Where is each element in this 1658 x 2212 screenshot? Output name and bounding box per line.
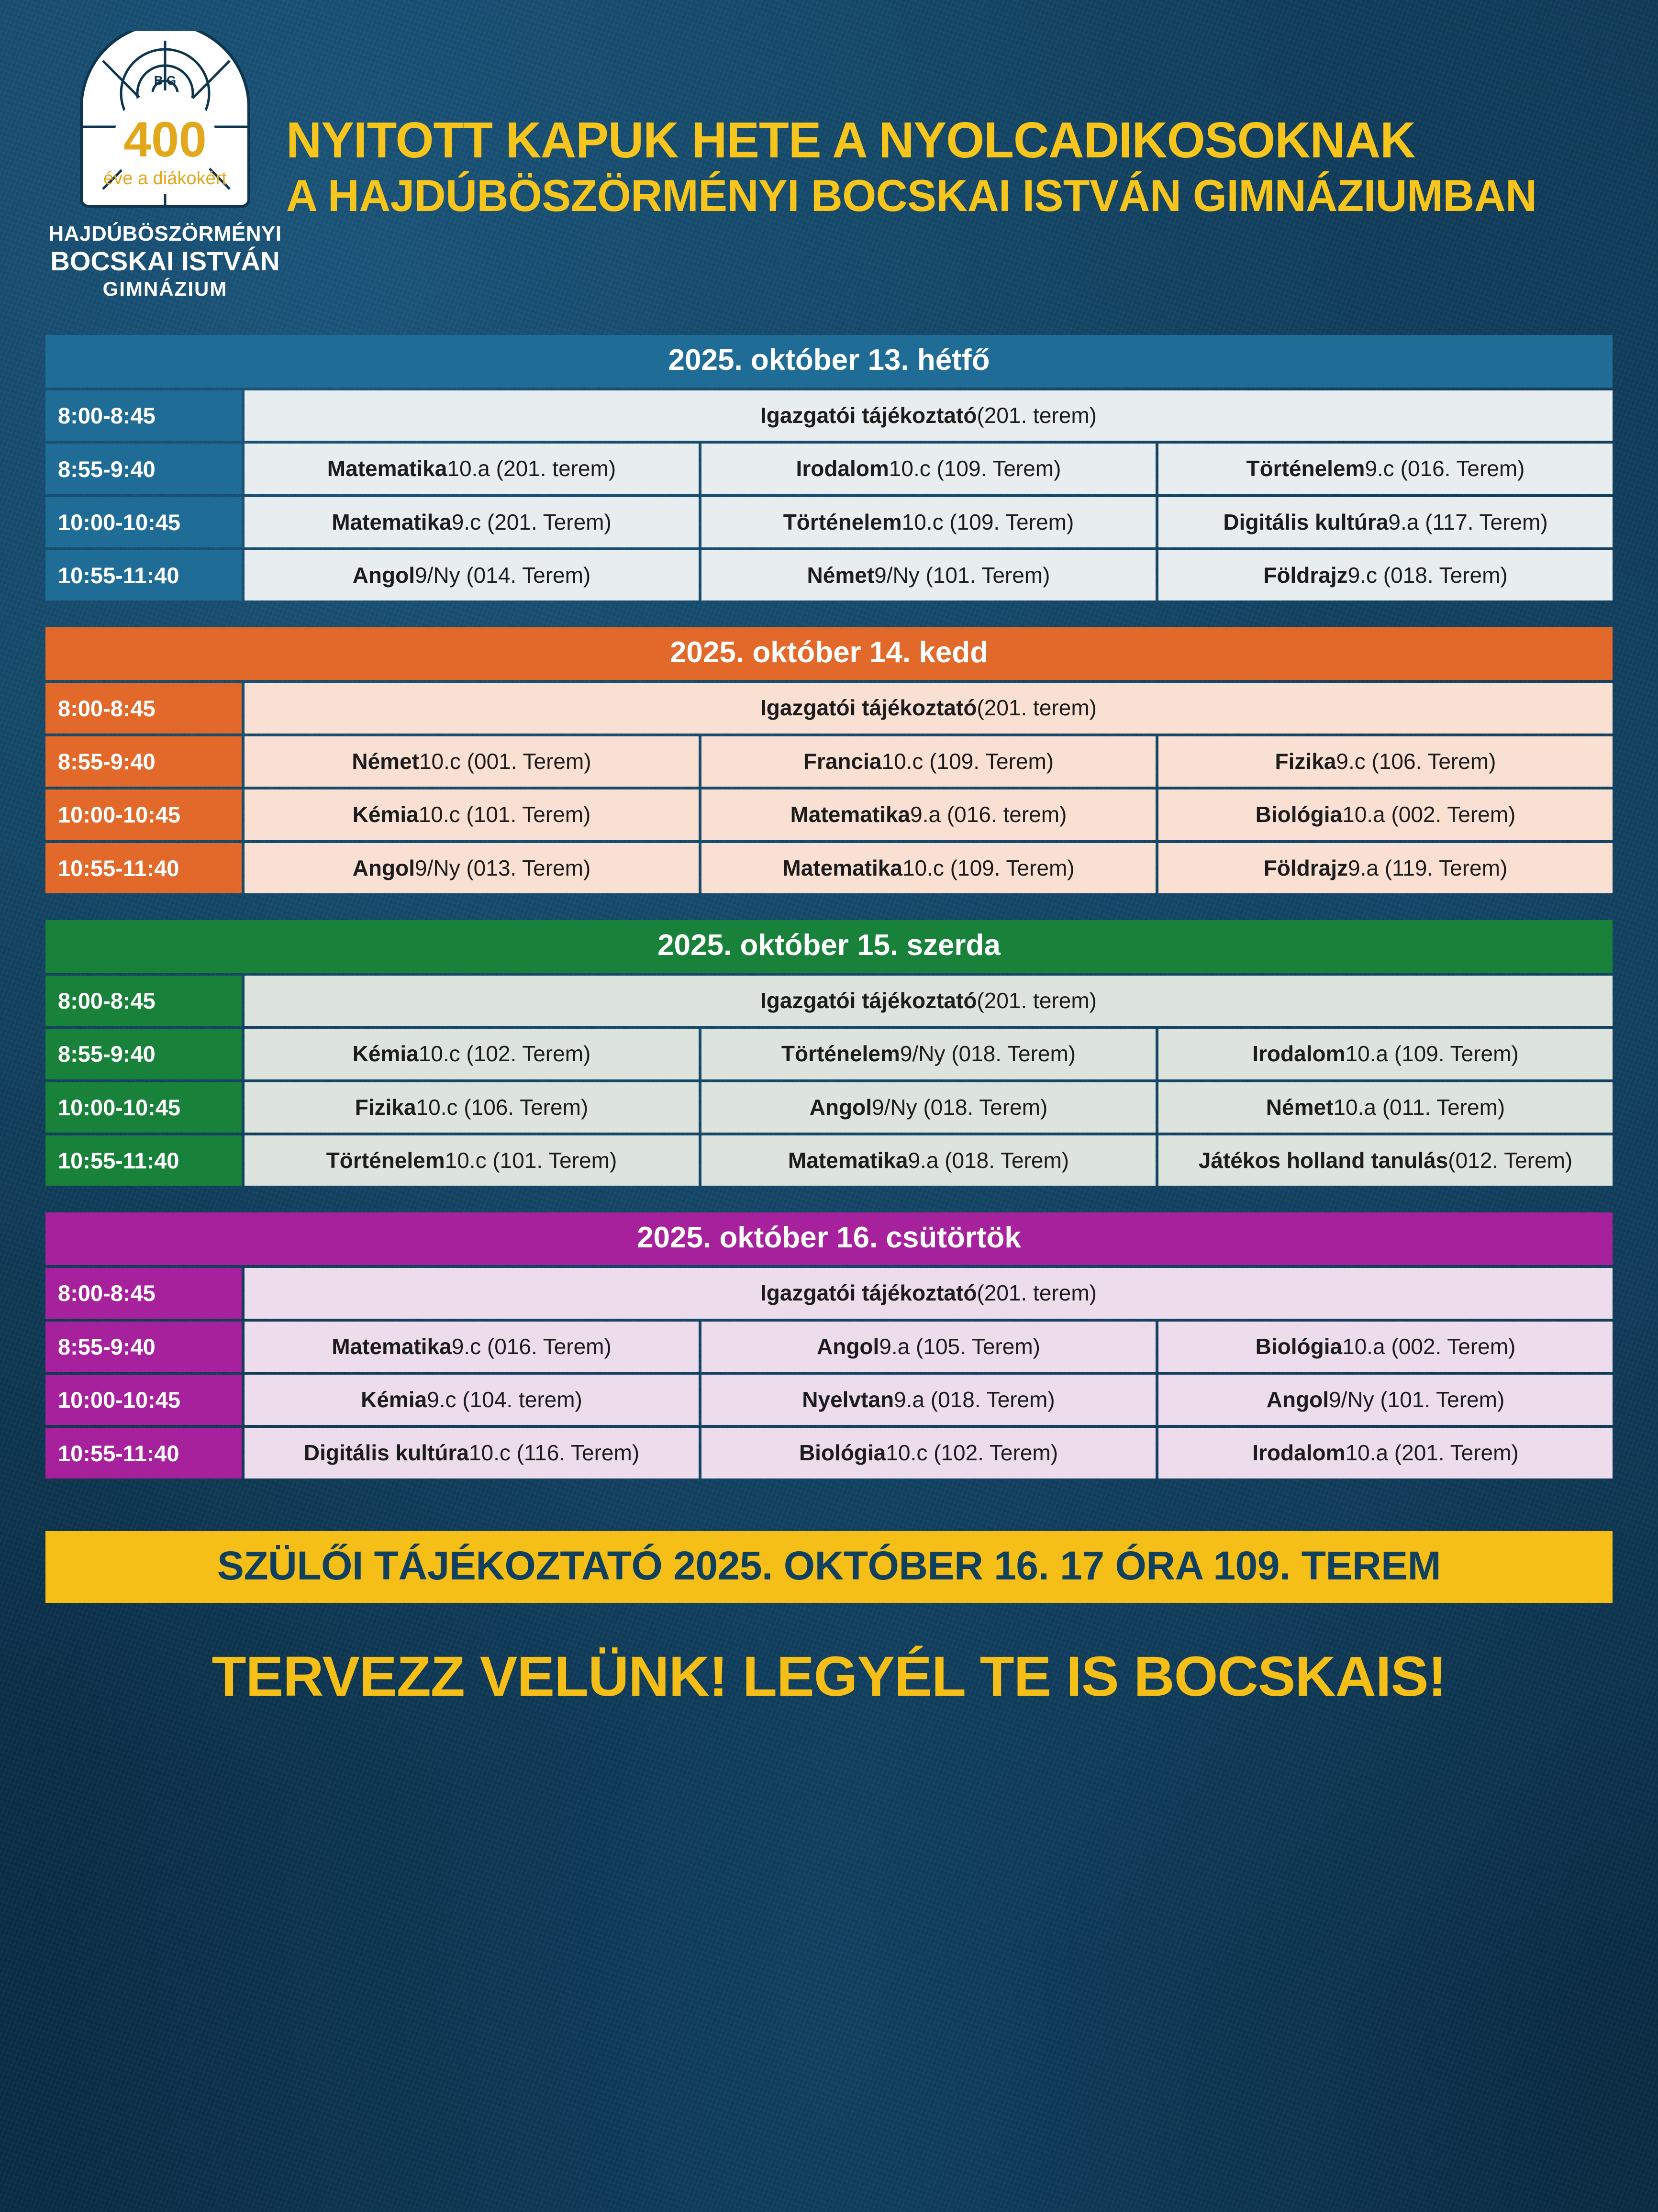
table-row xyxy=(45,1082,1613,1133)
school-name-line3: GIMNÁZIUM xyxy=(102,277,228,300)
session-subject: Német xyxy=(1266,1094,1334,1120)
session-subject: Biológia xyxy=(799,1440,886,1466)
session-detail: 10.c (101. Terem) xyxy=(445,1147,617,1173)
session-cells xyxy=(245,736,1613,787)
session-cell xyxy=(1158,1375,1613,1425)
session-detail: 10.a (109. Terem) xyxy=(1345,1041,1519,1067)
closing-slogan: TERVEZZ VELÜNK! LEGYÉL TE IS BOCSKAIS! xyxy=(211,1645,1447,1708)
session-subject: Kémia xyxy=(352,802,419,827)
session-cell xyxy=(245,1082,699,1133)
svg-text:BIG: BIG xyxy=(154,73,177,88)
session-detail: 10.a (002. Terem) xyxy=(1342,802,1516,827)
school-name-line1: HAJDÚBÖSZÖRMÉNYI xyxy=(48,222,282,245)
time-slot-label: 8:00-8:45 xyxy=(45,390,242,441)
day-header-thursday: 2025. október 16. csütörtök xyxy=(45,1212,1613,1265)
session-subject: Angol xyxy=(352,563,415,588)
session-subject: Irodalom xyxy=(796,456,889,481)
poster-title: NYITOTT KAPUK HETE A NYOLCADIKOSOKNAK xyxy=(286,112,1415,168)
session-subject: Földrajz xyxy=(1263,563,1348,588)
session-cell xyxy=(245,1268,1613,1318)
session-subject: Történelem xyxy=(783,509,902,534)
session-detail: 9.a (105. Terem) xyxy=(879,1334,1040,1359)
session-cell xyxy=(701,789,1156,840)
session-subject: Biológia xyxy=(1255,802,1343,827)
table-row xyxy=(45,789,1613,840)
session-cell xyxy=(1158,843,1613,893)
session-cell xyxy=(245,1029,699,1079)
session-detail: 9.a (018. Terem) xyxy=(908,1147,1069,1173)
session-subject: Matematika xyxy=(788,1147,908,1173)
session-cell xyxy=(1158,1082,1613,1133)
table-row xyxy=(45,1322,1613,1372)
session-detail: 9.a (016. terem) xyxy=(910,802,1067,827)
session-subject: Német xyxy=(352,748,419,774)
time-slot-label: 8:55-9:40 xyxy=(45,736,242,787)
session-cells xyxy=(245,843,1613,893)
session-detail: 9.a (018. Terem) xyxy=(894,1387,1055,1412)
session-cell xyxy=(245,736,699,787)
time-slot-label: 10:00-10:45 xyxy=(45,1375,242,1425)
anniversary-crest-icon xyxy=(62,31,268,220)
session-detail: (201. terem) xyxy=(977,988,1097,1013)
table-row xyxy=(45,736,1613,787)
session-cell xyxy=(245,1428,699,1478)
session-cell xyxy=(245,843,699,893)
table-row xyxy=(45,1375,1613,1425)
day-table-wednesday xyxy=(45,920,1613,1186)
time-slot-label: 10:00-10:45 xyxy=(45,1082,242,1133)
session-detail: 10.a (201. Terem) xyxy=(1345,1440,1519,1466)
session-subject: Angol xyxy=(1266,1387,1329,1412)
session-detail: 10.a (011. Terem) xyxy=(1333,1094,1505,1120)
time-slot-label: 10:55-11:40 xyxy=(45,1428,242,1478)
day-table-thursday xyxy=(45,1212,1613,1478)
session-cells xyxy=(245,1082,1613,1133)
session-cell xyxy=(701,497,1156,547)
day-header-monday: 2025. október 13. hétfő xyxy=(45,335,1613,388)
session-detail: 9.a (117. Terem) xyxy=(1388,509,1548,534)
session-cell xyxy=(245,976,1613,1026)
session-subject: Matematika xyxy=(332,509,452,534)
session-cell xyxy=(701,1375,1156,1425)
school-name xyxy=(48,222,281,300)
time-slot-label: 10:55-11:40 xyxy=(45,843,242,893)
session-detail: 9.c (106. Terem) xyxy=(1336,748,1496,774)
session-detail: 9/Ny (101. Terem) xyxy=(1329,1387,1505,1412)
session-cells xyxy=(245,1029,1613,1079)
session-subject: Igazgatói tájékoztató xyxy=(760,988,977,1013)
session-detail: 10.c (102. Terem) xyxy=(886,1440,1058,1466)
session-detail: (201. terem) xyxy=(977,695,1097,721)
session-detail: 9/Ny (018. Terem) xyxy=(900,1041,1076,1067)
session-subject: Angol xyxy=(809,1094,872,1120)
svg-text:éve a diákokért: éve a diákokért xyxy=(103,168,227,189)
time-slot-label: 8:55-9:40 xyxy=(45,444,242,494)
session-detail: 9.c (016. Terem) xyxy=(1365,456,1525,481)
table-row xyxy=(45,976,1613,1026)
time-slot-label: 10:55-11:40 xyxy=(45,550,242,600)
session-cell xyxy=(701,1029,1156,1079)
session-subject: Francia xyxy=(803,748,882,774)
day-header-wednesday: 2025. október 15. szerda xyxy=(45,920,1613,973)
session-cell xyxy=(245,1375,699,1425)
session-subject: Angol xyxy=(352,855,415,880)
session-cell xyxy=(1158,1428,1613,1478)
session-cell xyxy=(701,1082,1156,1133)
session-cells xyxy=(245,444,1613,494)
session-cell xyxy=(701,1428,1156,1478)
session-cell xyxy=(1158,1029,1613,1079)
session-cell xyxy=(1158,736,1613,787)
table-row xyxy=(45,444,1613,494)
session-subject: Játékos holland tanulás xyxy=(1198,1147,1448,1173)
session-cell xyxy=(1158,1322,1613,1372)
table-row xyxy=(45,550,1613,600)
session-subject: Matematika xyxy=(782,855,902,880)
session-detail: 10.c (109. Terem) xyxy=(901,509,1074,534)
session-cells xyxy=(245,1428,1613,1478)
session-cell xyxy=(245,444,699,494)
session-subject: Angol xyxy=(817,1334,879,1359)
session-subject: Biológia xyxy=(1255,1334,1343,1359)
session-cells xyxy=(245,1135,1613,1186)
session-subject: Matematika xyxy=(332,1334,452,1359)
time-slot-label: 10:00-10:45 xyxy=(45,497,242,547)
session-cell xyxy=(1158,444,1613,494)
session-detail: 9.c (016. Terem) xyxy=(451,1334,612,1359)
session-subject: Irodalom xyxy=(1252,1041,1346,1067)
session-cell xyxy=(245,1322,699,1372)
session-detail: 10.c (109. Terem) xyxy=(881,748,1054,774)
session-detail: 9/Ny (014. Terem) xyxy=(415,563,591,588)
title-block xyxy=(278,22,1613,220)
session-subject: Történelem xyxy=(1246,456,1365,481)
session-detail: 10.c (106. Terem) xyxy=(416,1094,589,1120)
session-cell xyxy=(701,550,1156,600)
session-subject: Nyelvtan xyxy=(802,1387,894,1412)
session-cell xyxy=(1158,789,1613,840)
session-cells xyxy=(245,1268,1613,1318)
session-cells xyxy=(245,789,1613,840)
schedule-container xyxy=(45,335,1613,1478)
session-cell xyxy=(701,1135,1156,1186)
session-subject: Történelem xyxy=(781,1041,900,1067)
session-cell xyxy=(245,550,699,600)
session-cells xyxy=(245,550,1613,600)
svg-text:400: 400 xyxy=(123,112,207,167)
session-cell xyxy=(245,683,1613,733)
table-row xyxy=(45,390,1613,441)
time-slot-label: 8:00-8:45 xyxy=(45,1268,242,1318)
time-slot-label: 8:00-8:45 xyxy=(45,976,242,1026)
session-subject: Digitális kultúra xyxy=(1223,509,1389,534)
session-detail: 10.c (109. Terem) xyxy=(902,855,1075,880)
session-cells xyxy=(245,390,1613,441)
session-cell xyxy=(245,1135,699,1186)
time-slot-label: 8:55-9:40 xyxy=(45,1322,242,1372)
session-detail: 9/Ny (101. Terem) xyxy=(874,563,1050,588)
session-cells xyxy=(245,976,1613,1026)
session-detail: 9.c (201. Terem) xyxy=(451,509,612,534)
session-detail: 10.c (109. Terem) xyxy=(889,456,1061,481)
session-subject: Matematika xyxy=(790,802,911,827)
session-detail: 9/Ny (018. Terem) xyxy=(872,1094,1048,1120)
session-cell xyxy=(1158,497,1613,547)
school-name-line2: BOCSKAI ISTVÁN xyxy=(50,246,280,277)
session-subject: Történelem xyxy=(326,1147,445,1173)
session-cell xyxy=(1158,550,1613,600)
session-detail: 9.c (104. terem) xyxy=(427,1387,582,1412)
table-row xyxy=(45,1029,1613,1079)
time-slot-label: 10:00-10:45 xyxy=(45,789,242,840)
session-detail: (012. Terem) xyxy=(1448,1147,1573,1173)
time-slot-label: 8:00-8:45 xyxy=(45,683,242,733)
day-header-tuesday: 2025. október 14. kedd xyxy=(45,627,1613,680)
session-cells xyxy=(245,1375,1613,1425)
session-detail: 9.a (119. Terem) xyxy=(1348,855,1508,880)
session-subject: Fizika xyxy=(355,1094,416,1120)
session-cell xyxy=(701,843,1156,893)
session-subject: Igazgatói tájékoztató xyxy=(760,403,977,428)
session-subject: Földrajz xyxy=(1263,855,1348,880)
session-cells xyxy=(245,1322,1613,1372)
session-subject: Kémia xyxy=(352,1041,419,1067)
session-subject: Digitális kultúra xyxy=(303,1440,469,1466)
day-table-tuesday xyxy=(45,627,1613,893)
school-logo xyxy=(48,22,282,300)
session-cell xyxy=(701,444,1156,494)
table-row xyxy=(45,497,1613,547)
session-cell xyxy=(245,390,1613,441)
time-slot-label: 8:55-9:40 xyxy=(45,1029,242,1079)
session-detail: 10.c (102. Terem) xyxy=(418,1041,591,1067)
session-detail: 10.c (101. Terem) xyxy=(418,802,591,827)
session-cell xyxy=(701,736,1156,787)
poster-subtitle: A HAJDÚBÖSZÖRMÉNYI BOCSKAI ISTVÁN GIMNÁZIUMBAN xyxy=(286,170,1537,221)
session-subject: Német xyxy=(807,563,875,588)
session-detail: (201. terem) xyxy=(977,403,1097,428)
session-cells xyxy=(245,497,1613,547)
session-detail: 10.a (201. terem) xyxy=(447,456,616,481)
session-detail: 9/Ny (013. Terem) xyxy=(415,855,591,880)
table-row xyxy=(45,1428,1613,1478)
session-subject: Fizika xyxy=(1275,748,1336,774)
day-table-monday xyxy=(45,335,1613,600)
session-detail: 10.c (116. Terem) xyxy=(468,1440,640,1466)
session-detail: 10.a (002. Terem) xyxy=(1342,1334,1516,1359)
session-detail: 9.c (018. Terem) xyxy=(1347,563,1508,588)
poster-header xyxy=(45,0,1613,335)
session-subject: Igazgatói tájékoztató xyxy=(760,695,977,721)
session-cell xyxy=(245,497,699,547)
session-subject: Igazgatói tájékoztató xyxy=(760,1280,977,1306)
time-slot-label: 10:55-11:40 xyxy=(45,1135,242,1186)
session-cells xyxy=(245,683,1613,733)
session-subject: Kémia xyxy=(361,1387,427,1412)
session-cell xyxy=(701,1322,1156,1372)
table-row xyxy=(45,683,1613,733)
session-detail: 10.c (001. Terem) xyxy=(419,748,591,774)
session-cell xyxy=(1158,1135,1613,1186)
session-subject: Irodalom xyxy=(1252,1440,1346,1466)
table-row xyxy=(45,1268,1613,1318)
table-row xyxy=(45,1135,1613,1186)
table-row xyxy=(45,843,1613,893)
session-subject: Matematika xyxy=(327,456,447,481)
parent-info-banner: SZÜLŐI TÁJÉKOZTATÓ 2025. OKTÓBER 16. 17 ÓRA 109. TEREM xyxy=(45,1531,1613,1603)
session-cell xyxy=(245,789,699,840)
session-detail: (201. terem) xyxy=(977,1280,1097,1306)
